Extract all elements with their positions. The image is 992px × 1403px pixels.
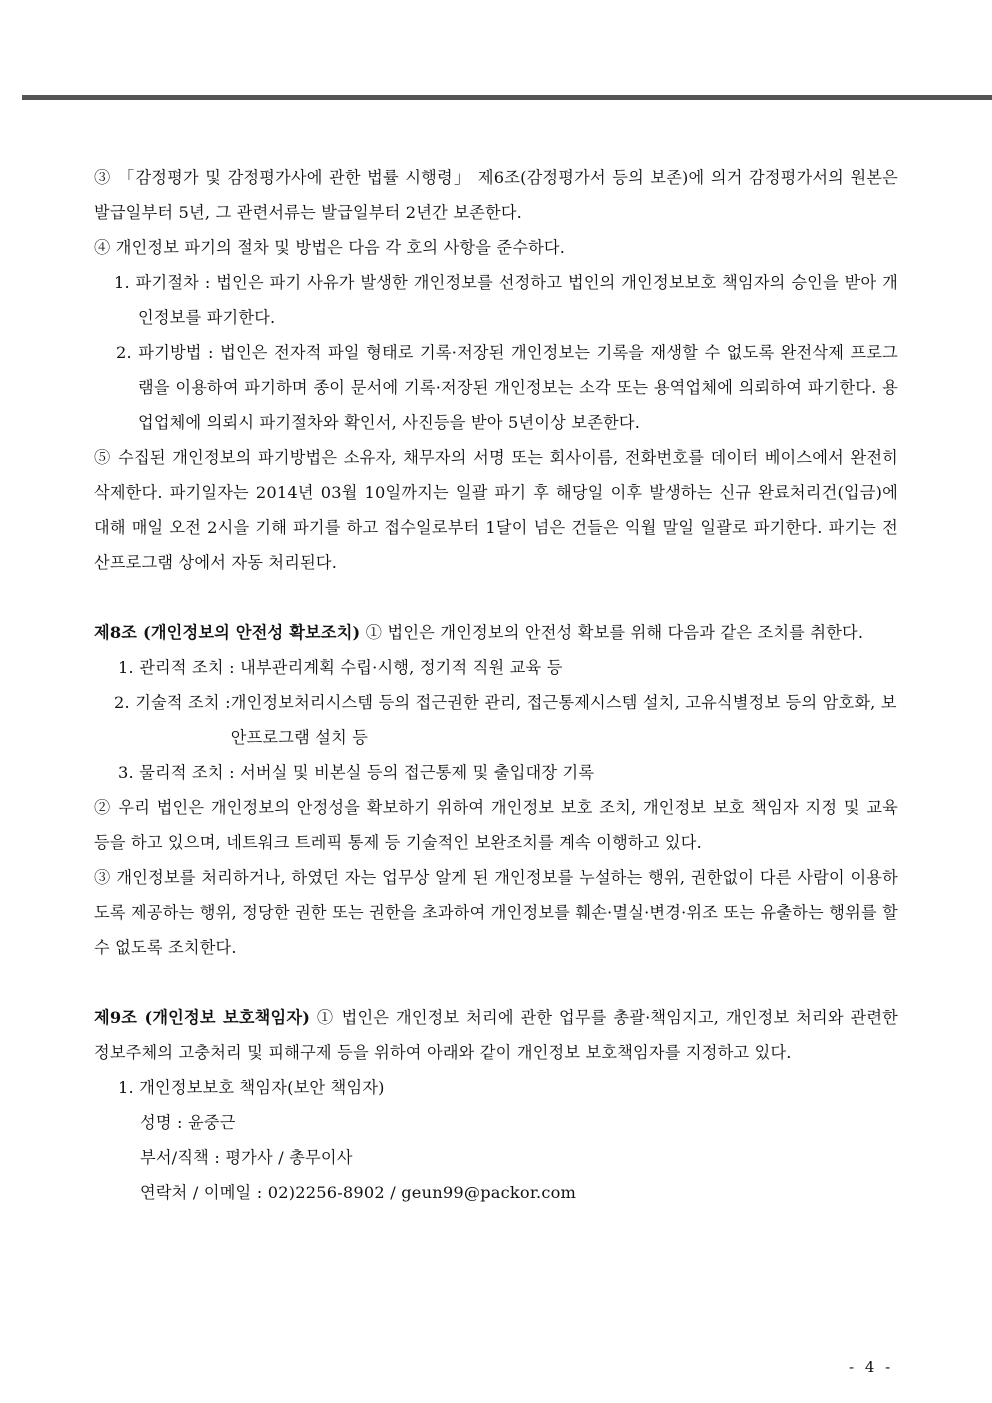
sec7-paragraph-3: ③ 「감정평가 및 감정평가사에 관한 법률 시행령」 제6조(감정평가서 등의 보존)에 의거 감정평가서의 원본은 발급일부터 5년, 그 관련서류는 발급일부터 2년간 보존한다. [94,168,898,222]
sec8-paragraph-1 [94,615,898,650]
sec8-item-2-body: 개인정보처리시스템 등의 접근권한 관리, 접근통제시스템 설치, 고유식별정보 등의 암호화, 보안프로그램 설치 등 [230,693,897,747]
document-body [94,160,898,1210]
sec8-paragraph-2: ② 우리 법인은 개인정보의 안정성을 확보하기 위하여 개인정보 보호 조치, 개인정보 보호 책임자 지정 및 교육 등을 하고 있으며, 네트워크 트레픽 통제 등 기술적인 보완조치를 계속 이행하고 있다. [94,798,898,852]
sec8-paragraph-3: ③ 개인정보를 처리하거나, 하였던 자는 업무상 알게 된 개인정보를 누설하는 행위, 권한없이 다른 사람이 이용하도록 제공하는 행위, 정당한 권한 또는 권한을 초과하여 개인정보를 훼손·멸실·변경·위조 또는 유출하는 행위를 할 수 없도록 조치한다. [94,868,898,957]
sec7-item-1: 1. 파기절차 : 법인은 파기 사유가 발생한 개인정보를 선정하고 법인의 개인정보보호 책임자의 승인을 받아 개인정보를 파기한다. [114,273,898,327]
sec7-paragraph-5: ⑤ 수집된 개인정보의 파기방법은 소유자, 채무자의 서명 또는 회사이름, 전화번호를 데이터 베이스에서 완전히 삭제한다. 파기일자는 2014년 03월 10일까지는 일괄 파기 후 해당일 이후 발생하는 신규 완료처리건(입금)에 대해 매일 오전 2시을 기해 파기를 하고 접수일로부터 1달이 넘은 건들은 익월 말일 일괄로 파기한다. 파기는 전산프로그램 상에서 자동 처리된다. [94,448,898,572]
sec7-item-2: 2. 파기방법 : 법인은 전자적 파일 형태로 기록·저장된 개인정보는 기록을 재생할 수 없도록 완전삭제 프로그램을 이용하여 파기하며 종이 문서에 기록·저장된 개인정보는 소각 또는 용역업체에 의뢰하여 파기한다. 용업업체에 의뢰시 파기절차와 확인서, 사진등을 받아 5년이상 보존한다. [116,343,898,432]
officer-name: 성명 : 윤중근 [140,1113,236,1132]
sec8-p1-text: ① 법인은 개인정보의 안전성 확보를 위해 다음과 같은 조치를 취한다. [360,623,864,642]
page-number: - 4 - [849,1358,894,1376]
officer-dept: 부서/직책 : 평가사 / 총무이사 [140,1148,353,1167]
sec9-heading: 제9조 (개인정보 보호책임자) [94,1008,311,1027]
sec9-paragraph-1 [94,1000,898,1070]
sec8-heading: 제8조 (개인정보의 안전성 확보조치) [94,623,361,642]
sec9-p1-text: ① 법인은 개인정보 처리에 관한 업무를 총괄·책임지고, 개인정보 처리와 관련한 정보주체의 고충처리 및 피해구제 등을 위하여 아래와 같이 개인정보 보호책임자를 지정하고 있다. [94,1008,899,1062]
sec9-item-1: 1. 개인정보보호 책임자(보안 책임자) [118,1078,385,1097]
sec8-item-1: 1. 관리적 조치 : 내부관리계획 수립·시행, 정기적 직원 교육 등 [118,658,563,677]
sec8-item-3: 3. 물리적 조치 : 서버실 및 비본실 등의 접근통제 및 출입대장 기록 [118,763,595,782]
sec8-item-2-label: 2. 기술적 조치 : [114,693,231,712]
header-rule [22,95,992,100]
sec7-paragraph-4: ④ 개인정보 파기의 절차 및 방법은 다음 각 호의 사항을 준수하다. [94,238,566,257]
sec8-item-2 [94,685,898,755]
officer-contact: 연락처 / 이메일 : 02)2256-8902 / geun99@packor.com [140,1183,577,1202]
